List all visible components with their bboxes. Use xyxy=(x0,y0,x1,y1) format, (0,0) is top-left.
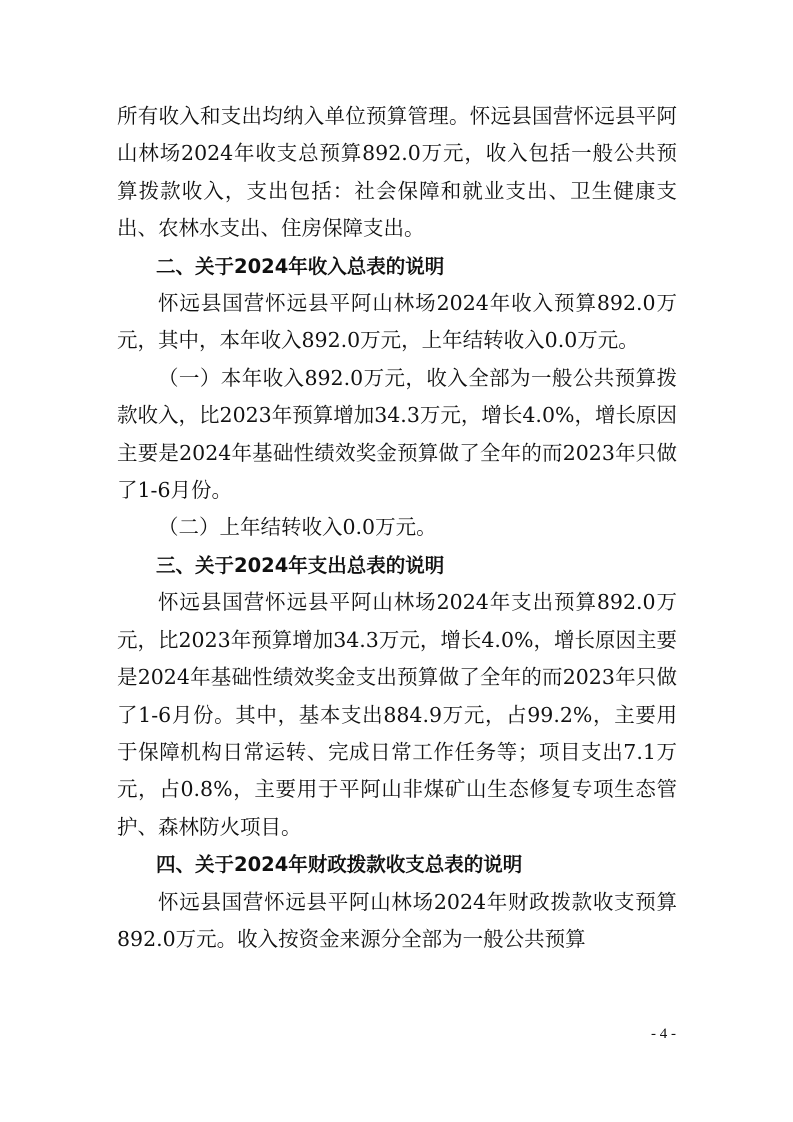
paragraph-current-year-income: （一）本年收入892.0万元，收入全部为一般公共预算拨款收入，比2023年预算增加34.3万元，增长4.0%，增长原因主要是2024年基础性绩效奖金预算做了全年的而2023年只做了1-6月份。 xyxy=(117,365,677,503)
paragraph-budget-summary: 所有收入和支出均纳入单位预算管理。怀远县国营怀远县平阿山林场2024年收支总预算892.0万元，收入包括一般公共预算拨款收入，支出包括：社会保障和就业支出、卫生健康支出、农林水支出、住房保障支出。 xyxy=(117,104,677,241)
paragraph-income-total: 怀远县国营怀远县平阿山林场2024年收入预算892.0万元，其中，本年收入892.0万元，上年结转收入0.0万元。 xyxy=(117,291,677,353)
section-heading-income: 二、关于2024年收入总表的说明 xyxy=(156,254,445,278)
page-number: - 4 - xyxy=(651,1026,676,1042)
paragraph-expenditure-total: 怀远县国营怀远县平阿山林场2024年支出预算892.0万元，比2023年预算增加34.3万元，增长4.0%，增长原因主要是2024年基础性绩效奖金支出预算做了全年的而2023年只做了1-6月份。其中，基本支出884.9万元，占99.2%，主要用于保障机构日常运转、完成日常工作任务等；项目支出7.1万元，占0.8%，主要用于平阿山非煤矿山生态修复专项生态管护、森林防火项目。 xyxy=(117,590,677,839)
document-body xyxy=(117,98,677,958)
paragraph-fiscal-appropriation: 怀远县国营怀远县平阿山林场2024年财政拨款收支预算892.0万元。收入按资金来源分全部为一般公共预算 xyxy=(117,889,677,951)
section-heading-fiscal-appropriation: 四、关于2024年财政拨款收支总表的说明 xyxy=(156,853,523,877)
section-heading-expenditure: 三、关于2024年支出总表的说明 xyxy=(156,553,445,577)
paragraph-carryover-income: （二）上年结转收入0.0万元。 xyxy=(158,515,437,540)
